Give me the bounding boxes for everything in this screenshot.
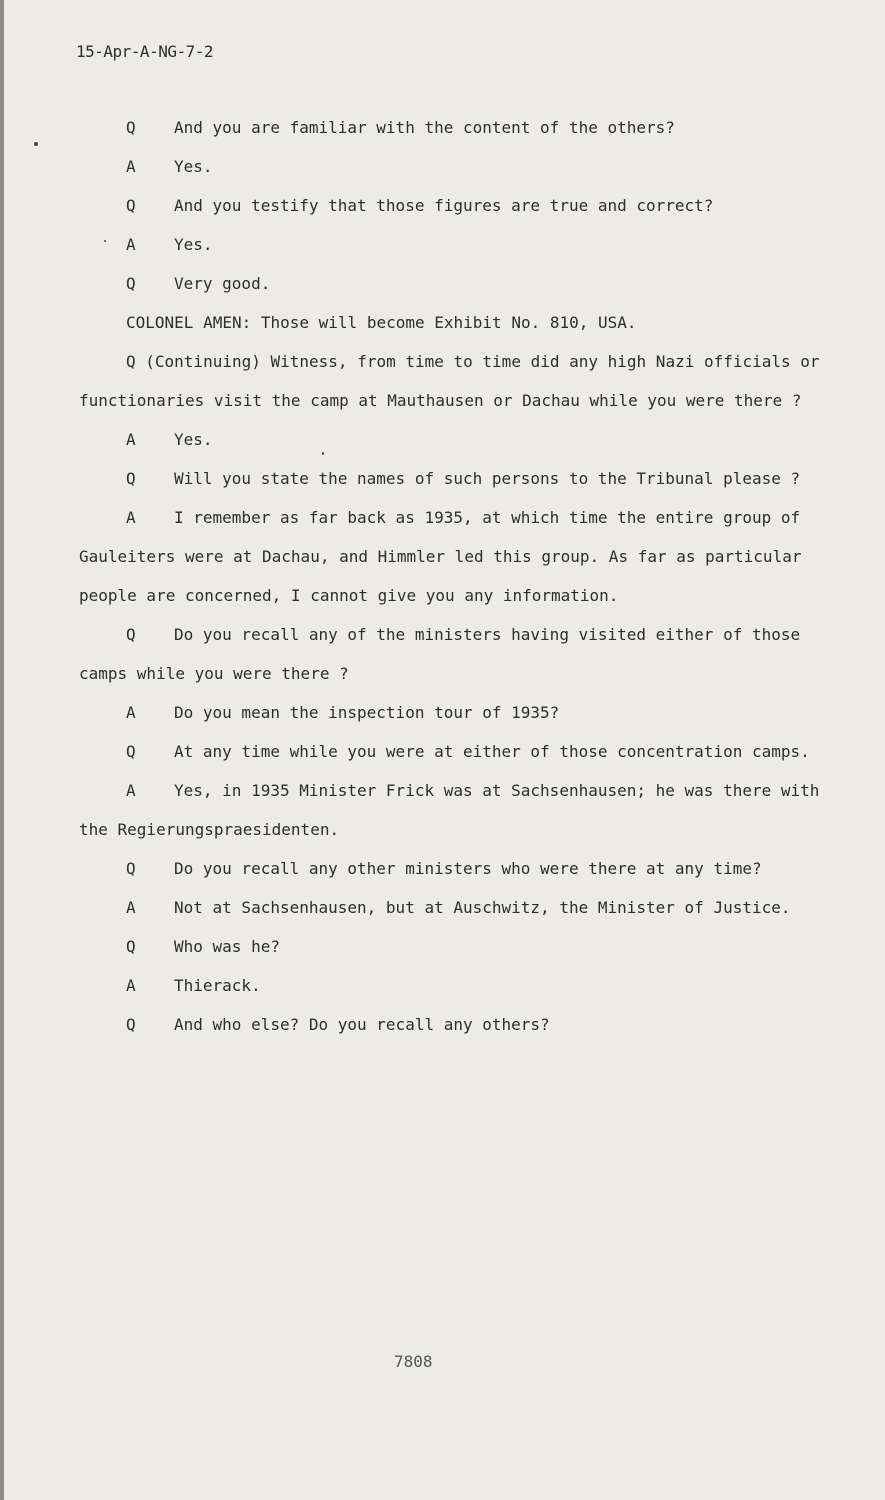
answer-marker: A — [126, 781, 136, 800]
transcript-line: Yes, in 1935 Minister Frick was at Sachsenhausen; he was there with — [174, 781, 820, 800]
transcript-line: And you testify that those figures are true and correct? — [174, 196, 714, 215]
answer-marker: A — [126, 898, 136, 917]
answer-marker: A — [126, 976, 136, 995]
page-header: 15-Apr-A-NG-7-2 — [76, 42, 213, 61]
transcript-line: camps while you were there ? — [79, 664, 349, 683]
answer-marker: A — [126, 157, 136, 176]
transcript-line: people are concerned, I cannot give you any information. — [79, 586, 619, 605]
question-marker: Q — [126, 625, 136, 644]
transcript-line: Q (Continuing) Witness, from time to time did any high Nazi officials or — [126, 352, 820, 371]
question-marker: Q — [126, 196, 136, 215]
transcript-line: Thierack. — [174, 976, 261, 995]
answer-marker: A — [126, 235, 136, 254]
transcript-line: COLONEL AMEN: Those will become Exhibit No. 810, USA. — [126, 313, 637, 332]
transcript-line: Do you mean the inspection tour of 1935? — [174, 703, 560, 722]
transcript-line: functionaries visit the camp at Mauthausen or Dachau while you were there ? — [79, 391, 802, 410]
transcript-line: Very good. — [174, 274, 271, 293]
transcript-line: And who else? Do you recall any others? — [174, 1015, 550, 1034]
answer-marker: A — [126, 508, 136, 527]
page-number: 7808 — [394, 1352, 433, 1371]
transcript-line: And you are familiar with the content of the others? — [174, 118, 675, 137]
question-marker: Q — [126, 1015, 136, 1034]
transcript-line: Yes. — [174, 157, 213, 176]
question-marker: Q — [126, 274, 136, 293]
question-marker: Q — [126, 469, 136, 488]
question-marker: Q — [126, 859, 136, 878]
transcript-line: I remember as far back as 1935, at which time the entire group of — [174, 508, 801, 527]
question-marker: Q — [126, 742, 136, 761]
paper-speck — [322, 452, 324, 455]
paper-speck — [104, 240, 106, 242]
transcript-line: Do you recall any of the ministers having visited either of those — [174, 625, 801, 644]
answer-marker: A — [126, 430, 136, 449]
transcript-line: Not at Sachsenhausen, but at Auschwitz, the Minister of Justice. — [174, 898, 791, 917]
transcript-line: Will you state the names of such persons to the Tribunal please ? — [174, 469, 801, 488]
transcript-line: Gauleiters were at Dachau, and Himmler led this group. As far as particular — [79, 547, 802, 566]
transcript-line: At any time while you were at either of those concentration camps. — [174, 742, 810, 761]
transcript-line: Do you recall any other ministers who were there at any time? — [174, 859, 762, 878]
transcript-line: the Regierungspraesidenten. — [79, 820, 340, 839]
transcript-line: Yes. — [174, 430, 213, 449]
question-marker: Q — [126, 118, 136, 137]
transcript-line: Yes. — [174, 235, 213, 254]
answer-marker: A — [126, 703, 136, 722]
paper-speck — [34, 142, 38, 146]
transcript-line: Who was he? — [174, 937, 280, 956]
question-marker: Q — [126, 937, 136, 956]
